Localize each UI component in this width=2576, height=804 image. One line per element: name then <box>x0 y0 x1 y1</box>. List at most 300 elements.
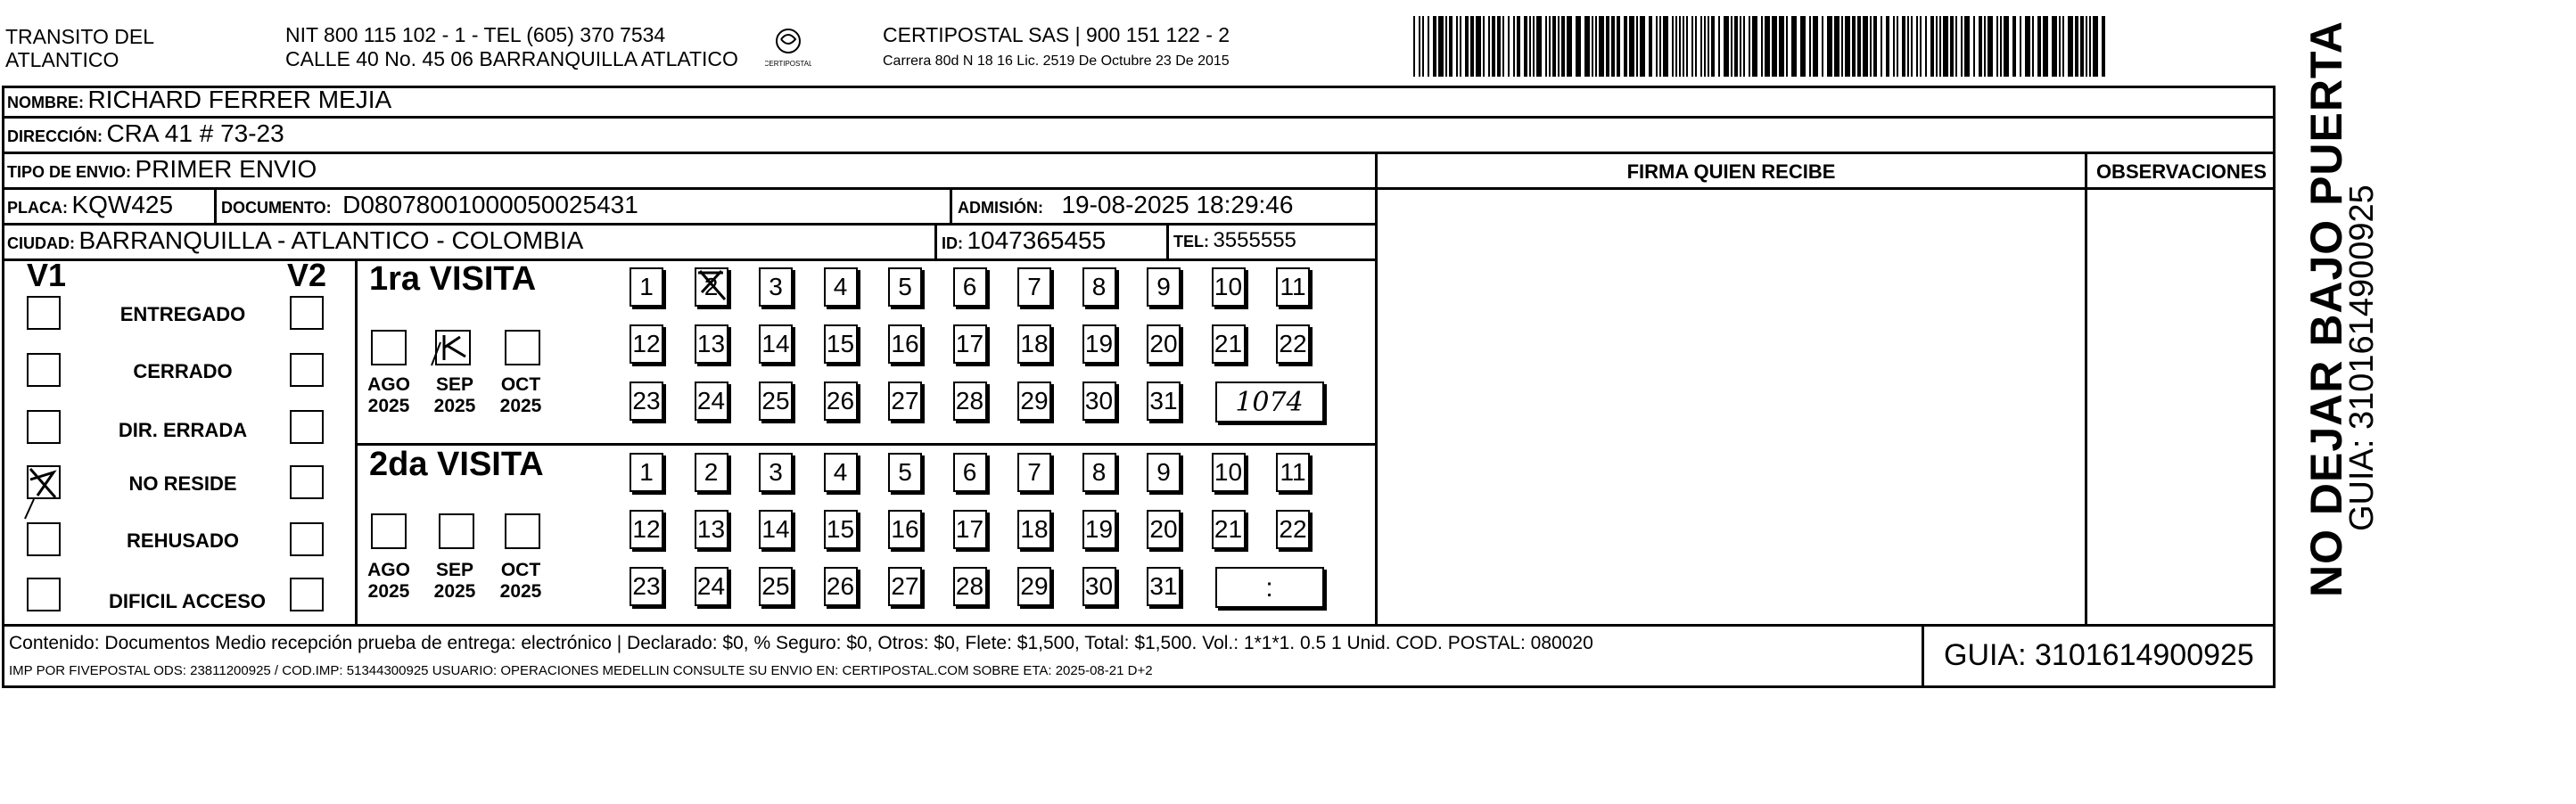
barcode-bar <box>1636 16 1638 77</box>
barcode-bar <box>1502 16 1504 77</box>
barcode-bar <box>1950 16 1954 77</box>
barcode-bar <box>1640 16 1645 77</box>
courier-info <box>883 21 1230 75</box>
visit2-day-13[interactable]: 13 <box>695 510 728 549</box>
firma-header: FIRMA QUIEN RECIBE <box>1626 160 1836 183</box>
barcode-bar <box>1809 16 1811 77</box>
visit1-day-12[interactable]: 12 <box>630 324 663 364</box>
visit2-day-22[interactable]: 22 <box>1276 510 1310 549</box>
v2-dir-errada-checkbox[interactable] <box>290 410 324 444</box>
visit2-day-2[interactable]: 2 <box>695 453 728 492</box>
firma-area[interactable] <box>1378 190 2085 624</box>
month-name: SEP <box>435 374 474 395</box>
barcode-bar <box>1663 16 1668 77</box>
barcode <box>1413 16 2109 77</box>
visit1-day-18[interactable]: 18 <box>1017 324 1051 364</box>
visit1-day-17[interactable]: 17 <box>953 324 987 364</box>
barcode-bar <box>1786 16 1788 77</box>
visit1-month-oct[interactable] <box>505 330 540 365</box>
id-value: 1047365455 <box>967 226 1107 254</box>
barcode-bar <box>1740 16 1741 77</box>
status-entregado: ENTREGADO <box>119 303 246 325</box>
visit1-day-4[interactable]: 4 <box>824 267 858 307</box>
barcode-bar <box>1708 16 1709 77</box>
barcode-bar <box>1834 16 1839 77</box>
visit1-month-ago[interactable] <box>371 330 407 365</box>
visit1-day-22[interactable]: 22 <box>1276 324 1310 364</box>
status-rehusado: REHUSADO <box>127 529 239 552</box>
day-number: 2 <box>704 273 719 300</box>
visit1-day-7[interactable]: 7 <box>1017 267 1051 307</box>
visit2-day-30[interactable]: 30 <box>1082 567 1116 606</box>
visit1-day-28[interactable]: 28 <box>953 381 987 421</box>
barcode-bar <box>2086 16 2087 77</box>
visit1-ago-label <box>364 374 414 417</box>
visit2-day-14[interactable]: 14 <box>759 510 793 549</box>
visit1-day-26[interactable]: 26 <box>824 381 858 421</box>
sender-line-2: ATLANTICO <box>5 48 119 71</box>
certipostal-logo-icon <box>765 25 811 71</box>
visit1-day-2[interactable] <box>695 267 728 307</box>
v1-no-reside-checkbox[interactable] <box>27 465 61 499</box>
barcode-bar <box>1465 16 1469 77</box>
divider <box>355 258 358 624</box>
visit1-day-27[interactable]: 27 <box>888 381 922 421</box>
visit1-sep-label <box>430 374 480 417</box>
visit1-day-10[interactable]: 10 <box>1212 267 1246 307</box>
visit2-day-6[interactable]: 6 <box>953 453 987 492</box>
barcode-bar <box>1460 16 1461 77</box>
tipo-label: TIPO DE ENVIO: <box>7 163 132 181</box>
month-name: AGO <box>367 374 410 395</box>
placa-value: KQW425 <box>71 191 174 218</box>
barcode-bar <box>1897 16 1898 77</box>
barcode-bar <box>1700 16 1702 77</box>
footer-guia: GUIA: 3101614900925 <box>1944 638 2254 672</box>
barcode-bar <box>1845 16 1850 77</box>
barcode-bar <box>1791 16 1797 77</box>
barcode-bar <box>1549 16 1551 77</box>
barcode-bar <box>1672 16 1674 77</box>
handwritten-cross-icon <box>695 266 730 305</box>
barcode-bar <box>1517 16 1520 77</box>
visit2-month-oct[interactable] <box>505 513 540 549</box>
barcode-bar <box>1902 16 1905 77</box>
address-line: CALLE 40 No. 45 06 BARRANQUILLA ATLATICO <box>285 47 738 70</box>
visit2-day-21[interactable]: 21 <box>1212 510 1246 549</box>
barcode-bar <box>1930 16 1934 77</box>
barcode-bar <box>1513 16 1515 77</box>
barcode-bar <box>1907 16 1909 77</box>
barcode-bar <box>1718 16 1720 77</box>
month-year: 2025 <box>367 396 410 416</box>
visit2-day-9[interactable]: 9 <box>1147 453 1181 492</box>
visit2-oct-label <box>496 560 546 603</box>
barcode-bar <box>2093 16 2098 77</box>
barcode-bar <box>1852 16 1856 77</box>
status-cerrado: CERRADO <box>133 360 233 382</box>
barcode-bar <box>1761 16 1763 77</box>
status-no-reside: NO RESIDE <box>128 472 237 495</box>
barcode-bar <box>1492 16 1495 77</box>
barcode-bar <box>1800 16 1806 77</box>
barcode-bar <box>1561 16 1565 77</box>
barcode-bar <box>1772 16 1777 77</box>
visit1-day-31[interactable]: 31 <box>1147 381 1181 421</box>
visit2-day-15[interactable]: 15 <box>824 510 858 549</box>
visit2-day-4[interactable]: 4 <box>824 453 858 492</box>
v2-header: V2 <box>287 257 327 293</box>
courier-line: CERTIPOSTAL SAS | 900 151 122 - 2 <box>883 23 1230 46</box>
barcode-bar <box>1595 16 1597 77</box>
sender-name <box>5 25 154 71</box>
v1-dir-errada-checkbox[interactable] <box>27 410 61 444</box>
barcode-bar <box>1659 16 1661 77</box>
visit1-day-1[interactable]: 1 <box>630 267 663 307</box>
barcode-bar <box>2062 16 2064 77</box>
barcode-bar <box>1731 16 1732 77</box>
visit1-day-29[interactable]: 29 <box>1017 381 1051 421</box>
month-year: 2025 <box>433 396 476 416</box>
visit2-day-3[interactable]: 3 <box>759 453 793 492</box>
v2-rehusado-checkbox[interactable] <box>290 522 324 556</box>
barcode-bar <box>1943 16 1948 77</box>
month-name: OCT <box>500 374 541 395</box>
divider <box>2 116 2276 119</box>
barcode-bar <box>1488 16 1490 77</box>
barcode-bar <box>2004 16 2009 77</box>
divider <box>2 187 1375 190</box>
visit2-day-17[interactable]: 17 <box>953 510 987 549</box>
barcode-bar <box>2052 16 2057 77</box>
visit1-day-14[interactable]: 14 <box>759 324 793 364</box>
barcode-bar <box>1841 16 1843 77</box>
barcode-bar <box>1961 16 1963 77</box>
barcode-bar <box>1911 16 1913 77</box>
id-label: ID: <box>942 234 963 252</box>
tel-label: TEL: <box>1173 233 1209 250</box>
barcode-bar <box>1936 16 1938 77</box>
tipo-value: PRIMER ENVIO <box>135 155 317 183</box>
barcode-bar <box>1445 16 1447 77</box>
nit-line: NIT 800 115 102 - 1 - TEL (605) 370 7534 <box>285 23 666 46</box>
month-name: SEP <box>435 560 474 580</box>
tipo-row <box>7 155 317 184</box>
visit1-day-15[interactable]: 15 <box>824 324 858 364</box>
footer-contenido: Contenido: Documentos Medio recepción prueba de entrega: electrónico | Declarado: $0, % Seguro: $0, Otros: $0, Flete: $1,500, Total: $1,500. Vol.: 1*1*1. 0.5 1 Unid. COD. POSTAL: 080020 <box>9 633 1593 653</box>
barcode-bar <box>2075 16 2078 77</box>
divider <box>950 187 952 223</box>
barcode-bar <box>1765 16 1770 77</box>
divider <box>2 223 1375 226</box>
barcode-bar <box>1617 16 1620 77</box>
barcode-bar <box>1649 16 1652 77</box>
barcode-bar <box>2043 16 2048 77</box>
barcode-bar <box>1456 16 1458 77</box>
barcode-bar <box>1749 16 1750 77</box>
barcode-bar <box>1857 16 1861 77</box>
handwritten-check-icon <box>27 465 61 499</box>
admision-cell <box>958 191 1293 219</box>
side-warning: NO DEJAR BAJO PUERTA <box>2301 21 2351 597</box>
barcode-bar <box>1704 16 1706 77</box>
visit2-day-20[interactable]: 20 <box>1147 510 1181 549</box>
v1-entregado-checkbox[interactable] <box>27 296 61 330</box>
visit2-day-27[interactable]: 27 <box>888 567 922 606</box>
observaciones-area[interactable] <box>2087 190 2276 624</box>
barcode-bar <box>1686 16 1688 77</box>
logo-text: CERTIPOSTAL <box>765 60 811 68</box>
documento-value: D08078001000050025431 <box>342 191 638 218</box>
barcode-bar <box>1881 16 1882 77</box>
admision-value: 19-08-2025 18:29:46 <box>1061 191 1294 218</box>
visit1-day-24[interactable]: 24 <box>695 381 728 421</box>
barcode-bar <box>2102 16 2105 77</box>
direccion-value: CRA 41 # 73-23 <box>106 119 284 147</box>
v1-cerrado-checkbox[interactable] <box>27 353 61 387</box>
month-name: OCT <box>500 560 541 580</box>
visit2-day-1[interactable]: 1 <box>630 453 663 492</box>
visit1-day-8[interactable]: 8 <box>1082 267 1116 307</box>
barcode-bar <box>1422 16 1424 77</box>
barcode-bar <box>1536 16 1542 77</box>
barcode-bar <box>1656 16 1658 77</box>
visit1-day-30[interactable]: 30 <box>1082 381 1116 421</box>
barcode-bar <box>1955 16 1957 77</box>
direccion-label: DIRECCIÓN: <box>7 127 103 145</box>
visit1-day-21[interactable]: 21 <box>1212 324 1246 364</box>
barcode-bar <box>1606 16 1609 77</box>
barcode-bar <box>1558 16 1560 77</box>
month-year: 2025 <box>499 581 542 602</box>
barcode-bar <box>1576 16 1581 77</box>
id-cell <box>942 226 1106 255</box>
placa-cell <box>7 191 173 219</box>
visit2-day-5[interactable]: 5 <box>888 453 922 492</box>
month-year: 2025 <box>433 581 476 602</box>
ciudad-label: CIUDAD: <box>7 234 75 252</box>
visit2-day-24[interactable]: 24 <box>695 567 728 606</box>
barcode-bar <box>1567 16 1572 77</box>
barcode-bar <box>1870 16 1872 77</box>
barcode-bar <box>2059 16 2061 77</box>
visit1-day-13[interactable]: 13 <box>695 324 728 364</box>
v2-dificil-acceso-checkbox[interactable] <box>290 578 324 611</box>
placa-label: PLACA: <box>7 199 68 217</box>
barcode-bar <box>2032 16 2034 77</box>
barcode-bar <box>1624 16 1627 77</box>
visit2-month-sep[interactable] <box>439 513 474 549</box>
divider <box>214 187 217 223</box>
visit2-day-31[interactable]: 31 <box>1147 567 1181 606</box>
barcode-bar <box>1724 16 1729 77</box>
visit2-sep-label <box>430 560 480 603</box>
barcode-bar <box>1476 16 1481 77</box>
barcode-bar <box>1599 16 1604 77</box>
barcode-bar <box>1428 16 1429 77</box>
barcode-bar <box>2025 16 2030 77</box>
barcode-bar <box>1822 16 1823 77</box>
admision-label: ADMISIÓN: <box>958 199 1043 217</box>
visit2-month-ago[interactable] <box>371 513 407 549</box>
visit2-time-field[interactable]: : <box>1215 567 1324 608</box>
barcode-bar <box>1545 16 1547 77</box>
barcode-bar <box>1939 16 1941 77</box>
nombre-label: NOMBRE: <box>7 94 84 111</box>
barcode-bar <box>1813 16 1818 77</box>
visit1-day-6[interactable]: 6 <box>953 267 987 307</box>
barcode-bar <box>1413 16 1415 77</box>
sender-line-1: TRANSITO DEL <box>5 25 154 48</box>
ciudad-value: BARRANQUILLA - ATLANTICO - COLOMBIA <box>78 226 584 254</box>
month-name: AGO <box>367 560 410 580</box>
barcode-bar <box>1925 16 1927 77</box>
visit1-day-9[interactable]: 9 <box>1147 267 1181 307</box>
barcode-bars <box>1413 16 2109 77</box>
side-guia: GUIA: 3101614900925 <box>2343 185 2381 531</box>
barcode-bar <box>1691 16 1693 77</box>
barcode-bar <box>1533 16 1535 77</box>
barcode-bar <box>2012 16 2016 77</box>
v1-rehusado-checkbox[interactable] <box>27 522 61 556</box>
barcode-bar <box>1695 16 1697 77</box>
divider <box>1922 624 1924 688</box>
nombre-row <box>7 86 391 114</box>
barcode-bar <box>1629 16 1634 77</box>
barcode-bar <box>2037 16 2041 77</box>
v2-no-reside-checkbox[interactable] <box>290 465 324 499</box>
visit1-day-20[interactable]: 20 <box>1147 324 1181 364</box>
handwritten-mark-icon <box>435 330 471 365</box>
barcode-bar <box>1470 16 1474 77</box>
visit1-day-5[interactable]: 5 <box>888 267 922 307</box>
second-visit-title: 2da VISITA <box>369 446 544 483</box>
status-dificil-acceso: DIFICIL ACCESO <box>108 590 266 612</box>
visit2-day-29[interactable]: 29 <box>1017 567 1051 606</box>
barcode-bar <box>1552 16 1556 77</box>
ciudad-cell <box>7 226 583 255</box>
documento-label: DOCUMENTO: <box>221 199 332 217</box>
barcode-bar <box>1863 16 1868 77</box>
barcode-bar <box>1584 16 1590 77</box>
barcode-bar <box>1979 16 1982 77</box>
divider <box>2 258 1375 261</box>
barcode-bar <box>1483 16 1485 77</box>
barcode-bar <box>1508 16 1510 77</box>
barcode-bar <box>1711 16 1715 77</box>
barcode-bar <box>1916 16 1918 77</box>
barcode-bar <box>1529 16 1531 77</box>
visit1-month-sep[interactable] <box>435 330 471 365</box>
visit1-oct-label <box>496 374 546 417</box>
visit2-day-12[interactable]: 12 <box>630 510 663 549</box>
barcode-bar <box>2080 16 2084 77</box>
visit2-day-25[interactable]: 25 <box>759 567 793 606</box>
barcode-bar <box>1433 16 1436 77</box>
barcode-bar <box>1827 16 1832 77</box>
barcode-bar <box>1779 16 1784 77</box>
barcode-bar <box>1449 16 1453 77</box>
visit1-day-19[interactable]: 19 <box>1082 324 1116 364</box>
v1-dificil-acceso-checkbox[interactable] <box>27 578 61 611</box>
barcode-bar <box>1984 16 1986 77</box>
barcode-bar <box>1752 16 1757 77</box>
barcode-bar <box>1592 16 1593 77</box>
direccion-row <box>7 119 284 148</box>
barcode-bar <box>2068 16 2073 77</box>
courier-license: Carrera 80d N 18 16 Lic. 2519 De Octubre 23 De 2015 <box>883 53 1230 69</box>
footer-imp: IMP POR FIVEPOSTAL ODS: 23811200925 / COD.IMP: 51344300925 USUARIO: OPERACIONES MEDELLIN CONSULTE SU ENVIO EN: CERTIPOSTAL.COM SOBRE ETA: 2025-08-21 D+2 <box>9 663 1153 678</box>
visit2-day-8[interactable]: 8 <box>1082 453 1116 492</box>
divider <box>2 152 2276 154</box>
visit2-ago-label <box>364 560 414 603</box>
barcode-bar <box>1611 16 1615 77</box>
barcode-bar <box>1964 16 1970 77</box>
visit2-day-10[interactable]: 10 <box>1212 453 1246 492</box>
visit1-day-3[interactable]: 3 <box>759 267 793 307</box>
barcode-bar <box>2000 16 2002 77</box>
visit2-day-19[interactable]: 19 <box>1082 510 1116 549</box>
visit2-day-23[interactable]: 23 <box>630 567 663 606</box>
first-visit-title: 1ra VISITA <box>369 260 537 298</box>
barcode-bar <box>1996 16 1998 77</box>
month-year: 2025 <box>367 581 410 602</box>
v2-entregado-checkbox[interactable] <box>290 296 324 330</box>
status-dir-errada: DIR. ERRADA <box>118 419 248 441</box>
tel-value: 3555555 <box>1213 228 1296 252</box>
visit1-day-11[interactable]: 11 <box>1276 267 1310 307</box>
visit2-day-11[interactable]: 11 <box>1276 453 1310 492</box>
barcode-bar <box>2089 16 2091 77</box>
observaciones-header: OBSERVACIONES <box>2095 160 2267 183</box>
visit2-day-7[interactable]: 7 <box>1017 453 1051 492</box>
v1-header: V1 <box>27 257 67 293</box>
barcode-bar <box>1973 16 1975 77</box>
divider <box>2 624 2276 627</box>
visit2-day-26[interactable]: 26 <box>824 567 858 606</box>
visit2-day-18[interactable]: 18 <box>1017 510 1051 549</box>
visit2-day-28[interactable]: 28 <box>953 567 987 606</box>
barcode-bar <box>1920 16 1922 77</box>
barcode-bar <box>1886 16 1889 77</box>
divider <box>1166 223 1169 258</box>
tel-cell <box>1173 228 1296 253</box>
barcode-bar <box>1743 16 1745 77</box>
divider <box>934 223 937 258</box>
barcode-bar <box>2020 16 2021 77</box>
visit2-day-16[interactable]: 16 <box>888 510 922 549</box>
visit1-day-25[interactable]: 25 <box>759 381 793 421</box>
barcode-bar <box>1988 16 1993 77</box>
sender-info <box>285 23 738 71</box>
barcode-bar <box>1497 16 1501 77</box>
barcode-bar <box>1438 16 1444 77</box>
barcode-bar <box>1893 16 1895 77</box>
barcode-bar <box>1675 16 1677 77</box>
visit1-time-field[interactable]: 1074 <box>1215 381 1324 423</box>
visit1-day-16[interactable]: 16 <box>888 324 922 364</box>
barcode-bar <box>1419 16 1420 77</box>
documento-cell <box>221 191 638 219</box>
barcode-bar <box>1524 16 1527 77</box>
barcode-bar <box>1873 16 1877 77</box>
barcode-bar <box>1734 16 1738 77</box>
nombre-value: RICHARD FERRER MEJIA <box>87 86 392 113</box>
barcode-bar <box>1683 16 1684 77</box>
visit1-day-23[interactable]: 23 <box>630 381 663 421</box>
month-year: 2025 <box>499 396 542 416</box>
v2-cerrado-checkbox[interactable] <box>290 353 324 387</box>
